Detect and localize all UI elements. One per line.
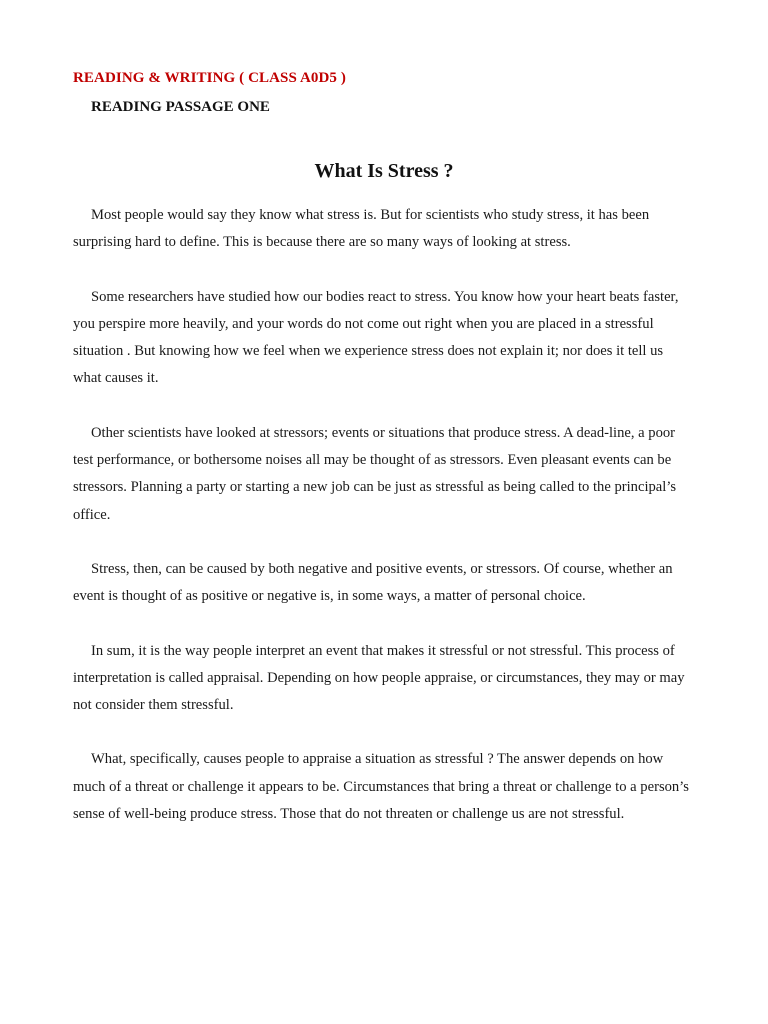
- paragraph-2: Some researchers have studied how our bodies react to stress. You know how your heart beats faster, you perspire more heavily, and your words do not come out right when you are placed in a stressful situation . But knowing how we feel when we experience stress does not explain it; nor does it tell us what causes it.: [73, 288, 679, 387]
- document-title: What Is Stress ?: [314, 160, 454, 182]
- paragraph-3: Other scientists have looked at stressors; events or situations that produce stress. A dead-line, a poor test performance, or bothersome noises all may be thought of as stressors. Even pleasant events can be stressors. Planning a party or starting a new job can be just as stressful as being called to the principal’s office.: [73, 424, 677, 523]
- paragraph-6: What, specifically, causes people to appraise a situation as stressful ? The answer depends on how much of a threat or challenge it appears to be. Circumstances that bring a threat or challenge to a person’s sense of well-being produce stress. Those that do not threaten or challenge us are not stressful.: [73, 751, 689, 823]
- paragraph-1: Most people would say they know what stress is. But for scientists who study stress, it has been surprising hard to define. This is because there are so many ways of looking at stress.: [73, 207, 650, 251]
- paragraph-4: Stress, then, can be caused by both negative and positive events, or stressors. Of course, whether an event is thought of as positive or negative is, in some ways, a matter of personal choice.: [73, 560, 673, 605]
- course-heading: READING & WRITING ( CLASS A0D5 ): [73, 70, 346, 86]
- paragraph-5: In sum, it is the way people interpret an event that makes it stressful or not stressful. This process of interpretation is called appraisal. Depending on how people appraise, or circumstances, they may or may not consider them stressful.: [73, 642, 685, 714]
- passage-body: [73, 202, 693, 855]
- passage-heading: READING PASSAGE ONE: [91, 99, 270, 115]
